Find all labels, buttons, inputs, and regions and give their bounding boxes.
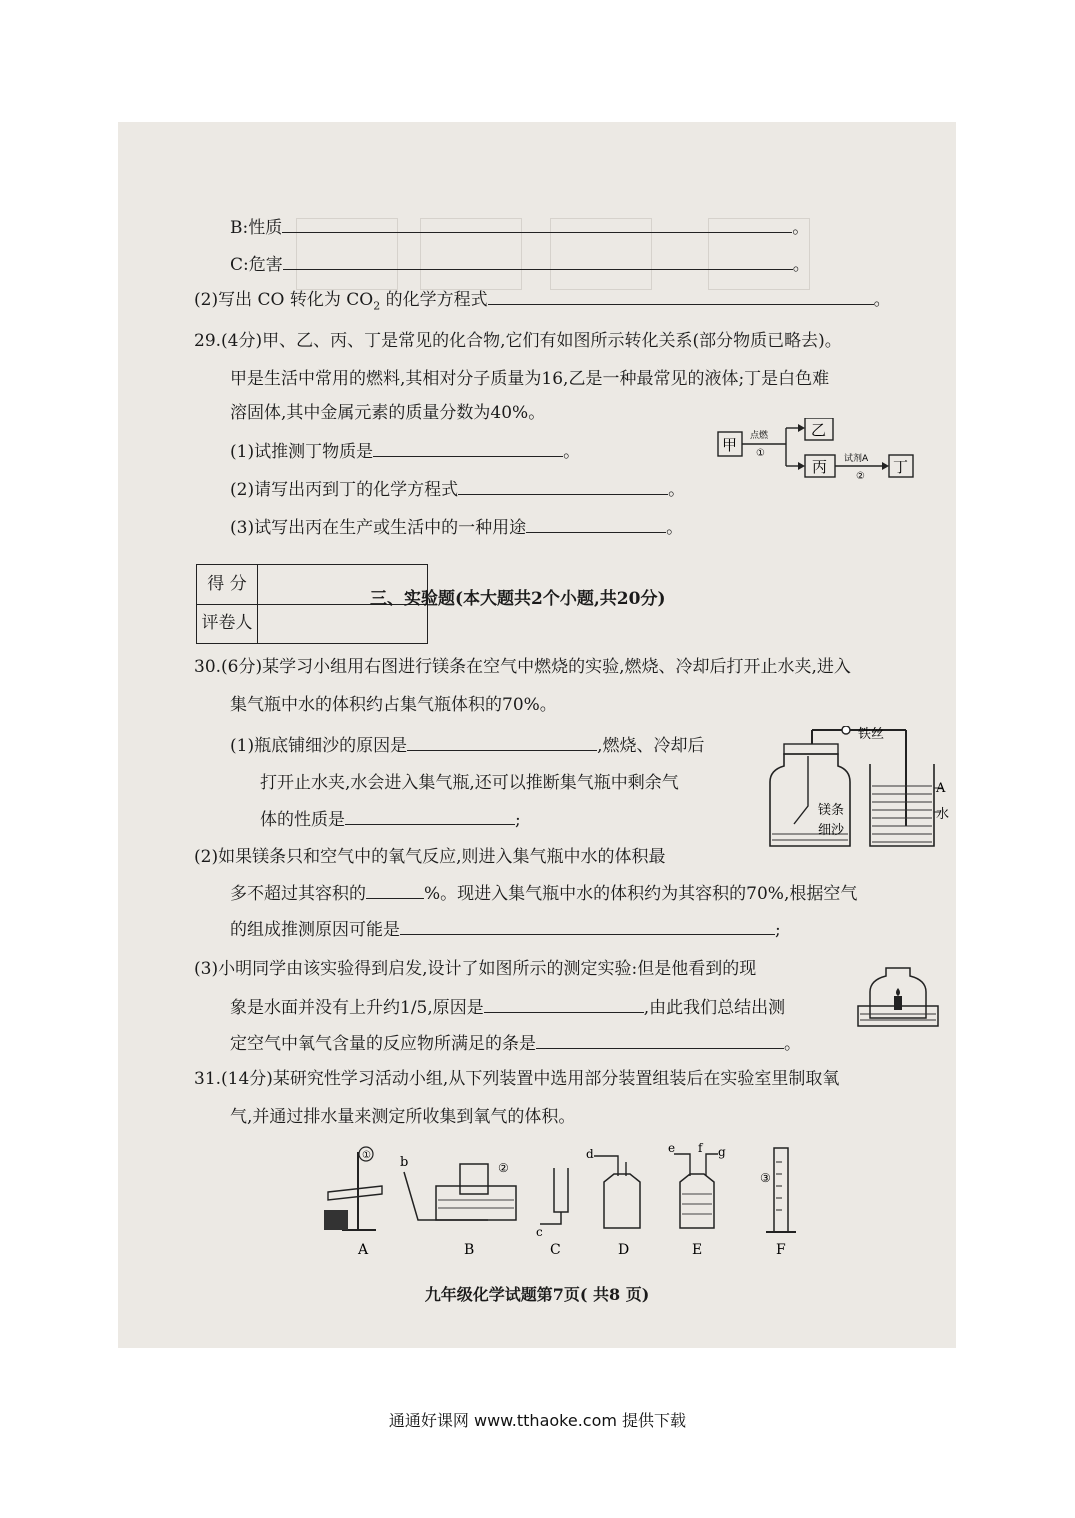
label-sand: 细沙 [818, 823, 845, 838]
q28-c-line: C:危害 。 [230, 255, 810, 275]
arrow-label-ignite: 点燃 [750, 431, 769, 441]
box-yi: 乙 [811, 421, 827, 439]
svg-text:②: ② [856, 471, 865, 482]
download-footer: 通通好课网 www.tthaoke.com 提供下载 [388, 1411, 687, 1430]
answer-blank[interactable] [282, 216, 792, 233]
svg-text:b: b [400, 1155, 409, 1170]
apparatus-d [586, 1147, 640, 1228]
q28-c-label: C:危害 [230, 255, 283, 275]
q31-stem: 31.(14分)某研究性学习活动小组,从下列装置中选用部分装置组装后在实验室里制取氧 [194, 1069, 840, 1089]
label-c: C [550, 1242, 561, 1258]
label-a: A [358, 1242, 369, 1258]
label-b: B [464, 1242, 475, 1258]
q28-b-label: B:性质 [230, 218, 283, 238]
svg-text:①: ① [756, 448, 765, 459]
apparatus-a [324, 1147, 382, 1230]
page-number: 九年级化学试题第7页( 共8 页) [424, 1285, 650, 1304]
q30-part2-d: 的组成推测原因可能是 ; [230, 920, 781, 940]
q30-part3-d: 定空气中氧气含量的反应物所满足的条是 。 [230, 1034, 801, 1054]
box-bing: 丙 [812, 458, 828, 476]
arrow-label-reagent: 试剂A [844, 454, 869, 464]
q30-part2-b: 多不超过其容积的 %。现进入集气瓶中水的体积约为其容积的70%,根据空气 [230, 884, 858, 904]
exam-page [118, 122, 956, 1348]
svg-text:g: g [718, 1145, 726, 1159]
q29-transformation-diagram [716, 418, 916, 490]
q28-b-line: B:性质 。 [230, 218, 810, 238]
label-e: E [692, 1242, 703, 1258]
q30-part1-c: 打开止水夹,水会进入集气瓶,还可以推断集气瓶中剩余气 [260, 773, 679, 793]
q30-part1-a: (1)瓶底铺细沙的原因是 ,燃烧、冷却后 [230, 736, 705, 756]
apparatus-b [400, 1155, 516, 1220]
q30-part2-a: (2)如果镁条只和空气中的氧气反应,则进入集气瓶中水的体积最 [194, 847, 666, 867]
svg-text:c: c [536, 1225, 543, 1239]
q29-part1: (1)试推测丁物质是 。 [230, 442, 581, 462]
q30-part3-a: (3)小明同学由该实验得到启发,设计了如图所示的测定实验:但是他看到的现 [194, 959, 757, 979]
q29-line2: 甲是生活中常用的燃料,其相对分子质量为16,乙是一种最常见的液体;丁是白色难 [230, 369, 830, 389]
svg-text:①: ① [362, 1150, 371, 1161]
answer-blank[interactable] [526, 516, 666, 533]
answer-blank[interactable] [373, 440, 563, 457]
svg-text:②: ② [498, 1161, 509, 1175]
answer-blank[interactable] [345, 808, 515, 825]
q31-line2: 气,并通过排水量来测定所收集到氧气的体积。 [230, 1107, 576, 1127]
answer-blank[interactable] [536, 1032, 784, 1049]
answer-blank[interactable] [407, 734, 597, 751]
label-a: A [936, 781, 946, 796]
q29-part2: (2)请写出丙到丁的化学方程式 。 [230, 480, 686, 500]
q29-part3: (3)试写出丙在生产或生活中的一种用途 。 [230, 518, 684, 538]
q30-stem: 30.(6分)某学习小组用右图进行镁条在空气中燃烧的实验,燃烧、冷却后打开止水夹,进入 [194, 657, 851, 677]
answer-blank[interactable] [484, 996, 644, 1013]
label-d: D [618, 1242, 630, 1258]
label-clamp: 铁丝 [858, 727, 885, 742]
q31-apparatus-row [318, 1142, 838, 1262]
answer-blank[interactable] [366, 882, 424, 899]
score-label: 得 分 [197, 565, 258, 604]
section-heading: 三、实验题(本大题共2个小题,共20分) [370, 589, 666, 609]
apparatus-e [668, 1142, 726, 1228]
svg-text:f: f [698, 1142, 703, 1155]
answer-blank[interactable] [400, 918, 775, 935]
q29-stem: 29.(4分)甲、乙、丙、丁是常见的化合物,它们有如图所示转化关系(部分物质已略去)。 [194, 331, 842, 351]
svg-text:③: ③ [760, 1171, 771, 1185]
box-ding: 丁 [893, 458, 909, 476]
answer-blank[interactable] [283, 253, 793, 270]
q30-part3-b: 象是水面并没有上升约1/5,原因是 ,由此我们总结出测 [230, 998, 786, 1018]
label-mg-strip: 镁条 [818, 803, 845, 818]
answer-blank[interactable] [458, 478, 668, 495]
label-water: 水 [936, 807, 950, 822]
label-f: F [776, 1242, 786, 1258]
q30-apparatus-figure [750, 726, 950, 861]
svg-text:d: d [586, 1147, 594, 1161]
q30-part1-d: 体的性质是 ; [260, 810, 521, 830]
apparatus-c [536, 1168, 568, 1239]
apparatus-f [760, 1148, 796, 1232]
q28-part2: (2)写出 CO 转化为 $CO_2$ 的化学方程式 。 [194, 290, 891, 313]
q29-line3: 溶固体,其中金属元素的质量分数为40%。 [230, 403, 546, 423]
box-jia: 甲 [722, 436, 738, 454]
answer-blank[interactable] [488, 288, 874, 305]
svg-text:e: e [668, 1142, 676, 1155]
q30-candle-figure [856, 962, 940, 1032]
grader-label: 评卷人 [197, 604, 258, 643]
q30-line2: 集气瓶中水的体积约占集气瓶体积的70%。 [230, 695, 557, 715]
